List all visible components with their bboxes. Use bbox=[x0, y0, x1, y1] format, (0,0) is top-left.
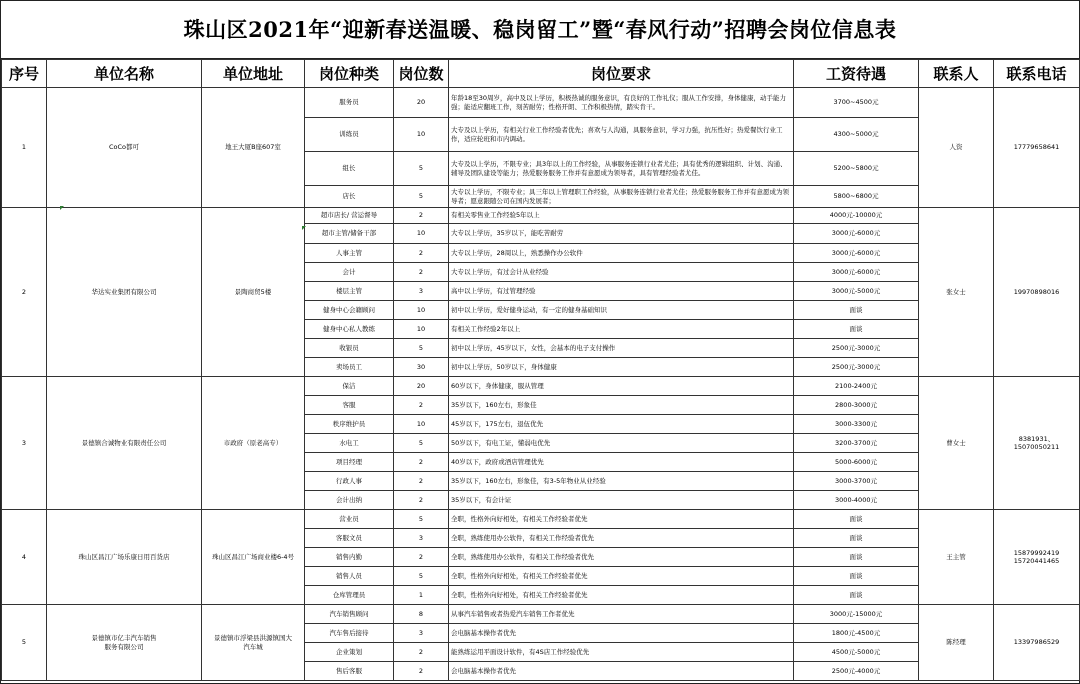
header-address: 单位地址 bbox=[202, 60, 305, 88]
company-no: 5 bbox=[2, 605, 47, 681]
contact-person: 王主管 bbox=[919, 510, 994, 605]
company-address: 景陶商贸5楼 bbox=[202, 208, 305, 377]
job-requirement: 初中以上学历，50岁以下，身体健康 bbox=[449, 358, 794, 377]
company-address: 市政府（原老高专） bbox=[202, 377, 305, 510]
job-requirement: 会电脑基本操作者优先 bbox=[449, 624, 794, 643]
job-count: 10 bbox=[394, 224, 449, 244]
job-requirement: 大专以上学历，35岁以下，能吃苦耐劳 bbox=[449, 224, 794, 244]
company-no: 2 bbox=[2, 208, 47, 377]
job-salary: 4000元-10000元 bbox=[794, 208, 919, 224]
job-salary: 5200~5800元 bbox=[794, 152, 919, 186]
company-name: 景德镇合诚物业有限责任公司 bbox=[47, 377, 202, 510]
job-position: 店长 bbox=[305, 186, 394, 208]
job-position: 项目经理 bbox=[305, 453, 394, 472]
job-requirement: 45岁以下，175左右，退伍优先 bbox=[449, 415, 794, 434]
job-position: 售后客服 bbox=[305, 662, 394, 681]
job-count: 2 bbox=[394, 244, 449, 263]
job-requirement: 60岁以下，身体健康，服从管理 bbox=[449, 377, 794, 396]
job-salary: 3000-4000元 bbox=[794, 491, 919, 510]
job-position: 企业策划 bbox=[305, 643, 394, 662]
job-count: 20 bbox=[394, 377, 449, 396]
cell-comment-marker bbox=[60, 206, 64, 210]
job-salary: 面谈 bbox=[794, 567, 919, 586]
job-requirement: 年龄18至30周岁，高中及以上学历，积极热诚的服务意识，有良好的工作礼仪；服从工作安排，身体健康，动手能力强；能适应翻班工作，刻苦耐劳；性格开朗、工作积极热情，踏实肯干。 bbox=[449, 88, 794, 118]
contact-person: 人资 bbox=[919, 88, 994, 208]
job-requirement: 高中以上学历，有过管理经验 bbox=[449, 282, 794, 301]
job-requirement: 大专以上学历，有过会计从业经验 bbox=[449, 263, 794, 282]
job-position: 客服 bbox=[305, 396, 394, 415]
job-position: 汽车售后接待 bbox=[305, 624, 394, 643]
job-requirement: 35岁以下，160左右，形象佳 bbox=[449, 396, 794, 415]
job-count: 10 bbox=[394, 118, 449, 152]
job-position: 会计出纳 bbox=[305, 491, 394, 510]
job-position: 超市店长/ 营运督导 bbox=[305, 208, 394, 224]
job-salary: 2100-2400元 bbox=[794, 377, 919, 396]
table-row bbox=[2, 208, 1080, 224]
job-count: 2 bbox=[394, 453, 449, 472]
job-count: 10 bbox=[394, 415, 449, 434]
job-count: 8 bbox=[394, 605, 449, 624]
job-salary: 3200-3700元 bbox=[794, 434, 919, 453]
job-salary: 3700~4500元 bbox=[794, 88, 919, 118]
job-count: 2 bbox=[394, 548, 449, 567]
contact-person: 张女士 bbox=[919, 208, 994, 377]
job-count: 3 bbox=[394, 624, 449, 643]
job-requirement: 会电脑基本操作者优先 bbox=[449, 662, 794, 681]
job-salary: 3000-3300元 bbox=[794, 415, 919, 434]
job-requirement: 大专及以上学历，不限专业；具3年以上的工作经验，从事服务连锁行业者尤佳；具有优秀的逻辑组织、计划、沟通、辅导及团队建设等能力；热爱服务服务工作并有意愿成为领导者，具有管理经验者尤佳。 bbox=[449, 152, 794, 186]
job-table bbox=[1, 59, 1080, 681]
job-requirement: 初中以上学历，45岁以下，女性，会基本的电子支付操作 bbox=[449, 339, 794, 358]
job-position: 会计 bbox=[305, 263, 394, 282]
job-position: 营业员 bbox=[305, 510, 394, 529]
header-requirement: 岗位要求 bbox=[449, 60, 794, 88]
job-position: 销售人员 bbox=[305, 567, 394, 586]
job-table-body bbox=[2, 88, 1080, 681]
company-address: 地王大厦B座607室 bbox=[202, 88, 305, 208]
job-salary: 4500元-5000元 bbox=[794, 643, 919, 662]
contact-phone: 13397986529 bbox=[994, 605, 1080, 681]
job-salary: 面谈 bbox=[794, 510, 919, 529]
job-requirement: 全职，性格外向好相处，有相关工作经验者优先 bbox=[449, 586, 794, 605]
header-position: 岗位种类 bbox=[305, 60, 394, 88]
job-position: 销售内勤 bbox=[305, 548, 394, 567]
job-salary: 面谈 bbox=[794, 586, 919, 605]
job-position: 健身中心私人教练 bbox=[305, 320, 394, 339]
header-salary: 工资待遇 bbox=[794, 60, 919, 88]
job-position: 超市主管/储备干部 bbox=[305, 224, 394, 244]
company-address: 珠山区昌江广场商业楼6-4号 bbox=[202, 510, 305, 605]
company-no: 3 bbox=[2, 377, 47, 510]
company-no: 4 bbox=[2, 510, 47, 605]
table-row bbox=[2, 605, 1080, 624]
job-requirement: 有相关工作经验2年以上 bbox=[449, 320, 794, 339]
job-salary: 面谈 bbox=[794, 529, 919, 548]
job-salary: 4300~5000元 bbox=[794, 118, 919, 152]
job-requirement: 有相关零售业工作经验5年以上 bbox=[449, 208, 794, 224]
header-contact: 联系人 bbox=[919, 60, 994, 88]
job-salary: 3000元-5000元 bbox=[794, 282, 919, 301]
company-no: 1 bbox=[2, 88, 47, 208]
job-salary: 3000元-15000元 bbox=[794, 605, 919, 624]
header-company: 单位名称 bbox=[47, 60, 202, 88]
job-position: 健身中心会籍顾问 bbox=[305, 301, 394, 320]
contact-person: 曹女士 bbox=[919, 377, 994, 510]
job-count: 2 bbox=[394, 263, 449, 282]
job-position: 秩序维护员 bbox=[305, 415, 394, 434]
job-count: 10 bbox=[394, 320, 449, 339]
job-requirement: 初中以上学历，爱好健身运动，有一定的健身基础知识 bbox=[449, 301, 794, 320]
job-count: 5 bbox=[394, 152, 449, 186]
company-name: 珠山区昌江广场乐康日用百货店 bbox=[47, 510, 202, 605]
job-count: 5 bbox=[394, 434, 449, 453]
job-salary: 2800-3000元 bbox=[794, 396, 919, 415]
job-salary: 3000元-6000元 bbox=[794, 263, 919, 282]
job-position: 组长 bbox=[305, 152, 394, 186]
job-salary: 3000元-6000元 bbox=[794, 224, 919, 244]
job-count: 2 bbox=[394, 208, 449, 224]
job-count: 30 bbox=[394, 358, 449, 377]
table-row bbox=[2, 88, 1080, 118]
contact-phone: 19970898016 bbox=[994, 208, 1080, 377]
job-position: 保洁 bbox=[305, 377, 394, 396]
contact-phone: 8381931、 15070050211 bbox=[994, 377, 1080, 510]
contact-phone: 17779658641 bbox=[994, 88, 1080, 208]
job-requirement: 全职，熟练使用办公软件，有相关工作经验者优先 bbox=[449, 548, 794, 567]
job-count: 5 bbox=[394, 186, 449, 208]
job-count: 5 bbox=[394, 339, 449, 358]
company-name: 华达实业集团有限公司 bbox=[47, 208, 202, 377]
job-requirement: 全职，熟练使用办公软件，有相关工作经验者优先 bbox=[449, 529, 794, 548]
job-requirement: 大专及以上学历，有相关行业工作经验者优先；喜欢与人沟通，具服务意识，学习力强，抗压性好；热爱餐饮行业工作，适应轮班和市内调动。 bbox=[449, 118, 794, 152]
table-row bbox=[2, 510, 1080, 529]
job-position: 收银员 bbox=[305, 339, 394, 358]
contact-phone: 15879992419 15720441465 bbox=[994, 510, 1080, 605]
header-phone: 联系电话 bbox=[994, 60, 1080, 88]
job-count: 20 bbox=[394, 88, 449, 118]
job-salary: 面谈 bbox=[794, 548, 919, 567]
job-requirement: 大专以上学历，不限专业；具三年以上管理职工作经验，从事服务连锁行业者尤佳；热爱服务服务工作并有意愿成为领导者；愿意跟随公司在国内发展者； bbox=[449, 186, 794, 208]
job-count: 2 bbox=[394, 491, 449, 510]
job-requirement: 40岁以下，政府或酒店管理优先 bbox=[449, 453, 794, 472]
job-salary: 5800~6800元 bbox=[794, 186, 919, 208]
job-position: 汽车销售顾问 bbox=[305, 605, 394, 624]
job-position: 仓库管理员 bbox=[305, 586, 394, 605]
job-requirement: 大专以上学历，28周以上，熟悉操作办公软件 bbox=[449, 244, 794, 263]
job-salary: 面谈 bbox=[794, 301, 919, 320]
header-row bbox=[2, 60, 1080, 88]
job-count: 2 bbox=[394, 662, 449, 681]
job-position: 人事主管 bbox=[305, 244, 394, 263]
cell-comment-marker bbox=[302, 226, 306, 230]
table-row bbox=[2, 377, 1080, 396]
job-requirement: 从事汽车销售或者热爱汽车销售工作者优先 bbox=[449, 605, 794, 624]
job-count: 3 bbox=[394, 282, 449, 301]
job-position: 卖场员工 bbox=[305, 358, 394, 377]
job-requirement: 35岁以下，160左右，形象佳，有3-5年物业从业经验 bbox=[449, 472, 794, 491]
job-count: 5 bbox=[394, 567, 449, 586]
header-no: 序号 bbox=[2, 60, 47, 88]
job-position: 行政人事 bbox=[305, 472, 394, 491]
job-salary: 3000-3700元 bbox=[794, 472, 919, 491]
job-requirement: 全职，性格外向好相处，有相关工作经验者优先 bbox=[449, 510, 794, 529]
job-count: 5 bbox=[394, 510, 449, 529]
job-count: 2 bbox=[394, 396, 449, 415]
contact-person: 陈经理 bbox=[919, 605, 994, 681]
job-count: 1 bbox=[394, 586, 449, 605]
page-title: 珠山区2021年“迎新春送温暖、稳岗留工”暨“春风行动”招聘会岗位信息表 bbox=[1, 1, 1079, 59]
job-position: 训练员 bbox=[305, 118, 394, 152]
job-requirement: 50岁以下，有电工证，懂弱电优先 bbox=[449, 434, 794, 453]
company-name: CoCo都可 bbox=[47, 88, 202, 208]
job-count: 2 bbox=[394, 643, 449, 662]
header-count: 岗位数 bbox=[394, 60, 449, 88]
job-salary: 2500元-4000元 bbox=[794, 662, 919, 681]
job-requirement: 全职，性格外向好相处，有相关工作经验者优先 bbox=[449, 567, 794, 586]
job-salary: 3000元-6000元 bbox=[794, 244, 919, 263]
job-salary: 面谈 bbox=[794, 320, 919, 339]
company-name: 景德镇市亿丰汽车销售 服务有限公司 bbox=[47, 605, 202, 681]
job-salary: 5000-6000元 bbox=[794, 453, 919, 472]
job-count: 10 bbox=[394, 301, 449, 320]
job-position: 客服文员 bbox=[305, 529, 394, 548]
job-position: 水电工 bbox=[305, 434, 394, 453]
job-position: 服务员 bbox=[305, 88, 394, 118]
job-salary: 2500元-3000元 bbox=[794, 358, 919, 377]
company-address: 景德镇市浮梁县洪源镇国大 汽车城 bbox=[202, 605, 305, 681]
job-salary: 2500元-3000元 bbox=[794, 339, 919, 358]
job-requirement: 能熟练运用平面设计软件，有4S店工作经验优先 bbox=[449, 643, 794, 662]
job-position: 楼层主管 bbox=[305, 282, 394, 301]
job-count: 3 bbox=[394, 529, 449, 548]
job-requirement: 35岁以下，有会计证 bbox=[449, 491, 794, 510]
job-count: 2 bbox=[394, 472, 449, 491]
job-salary: 1800元-4500元 bbox=[794, 624, 919, 643]
